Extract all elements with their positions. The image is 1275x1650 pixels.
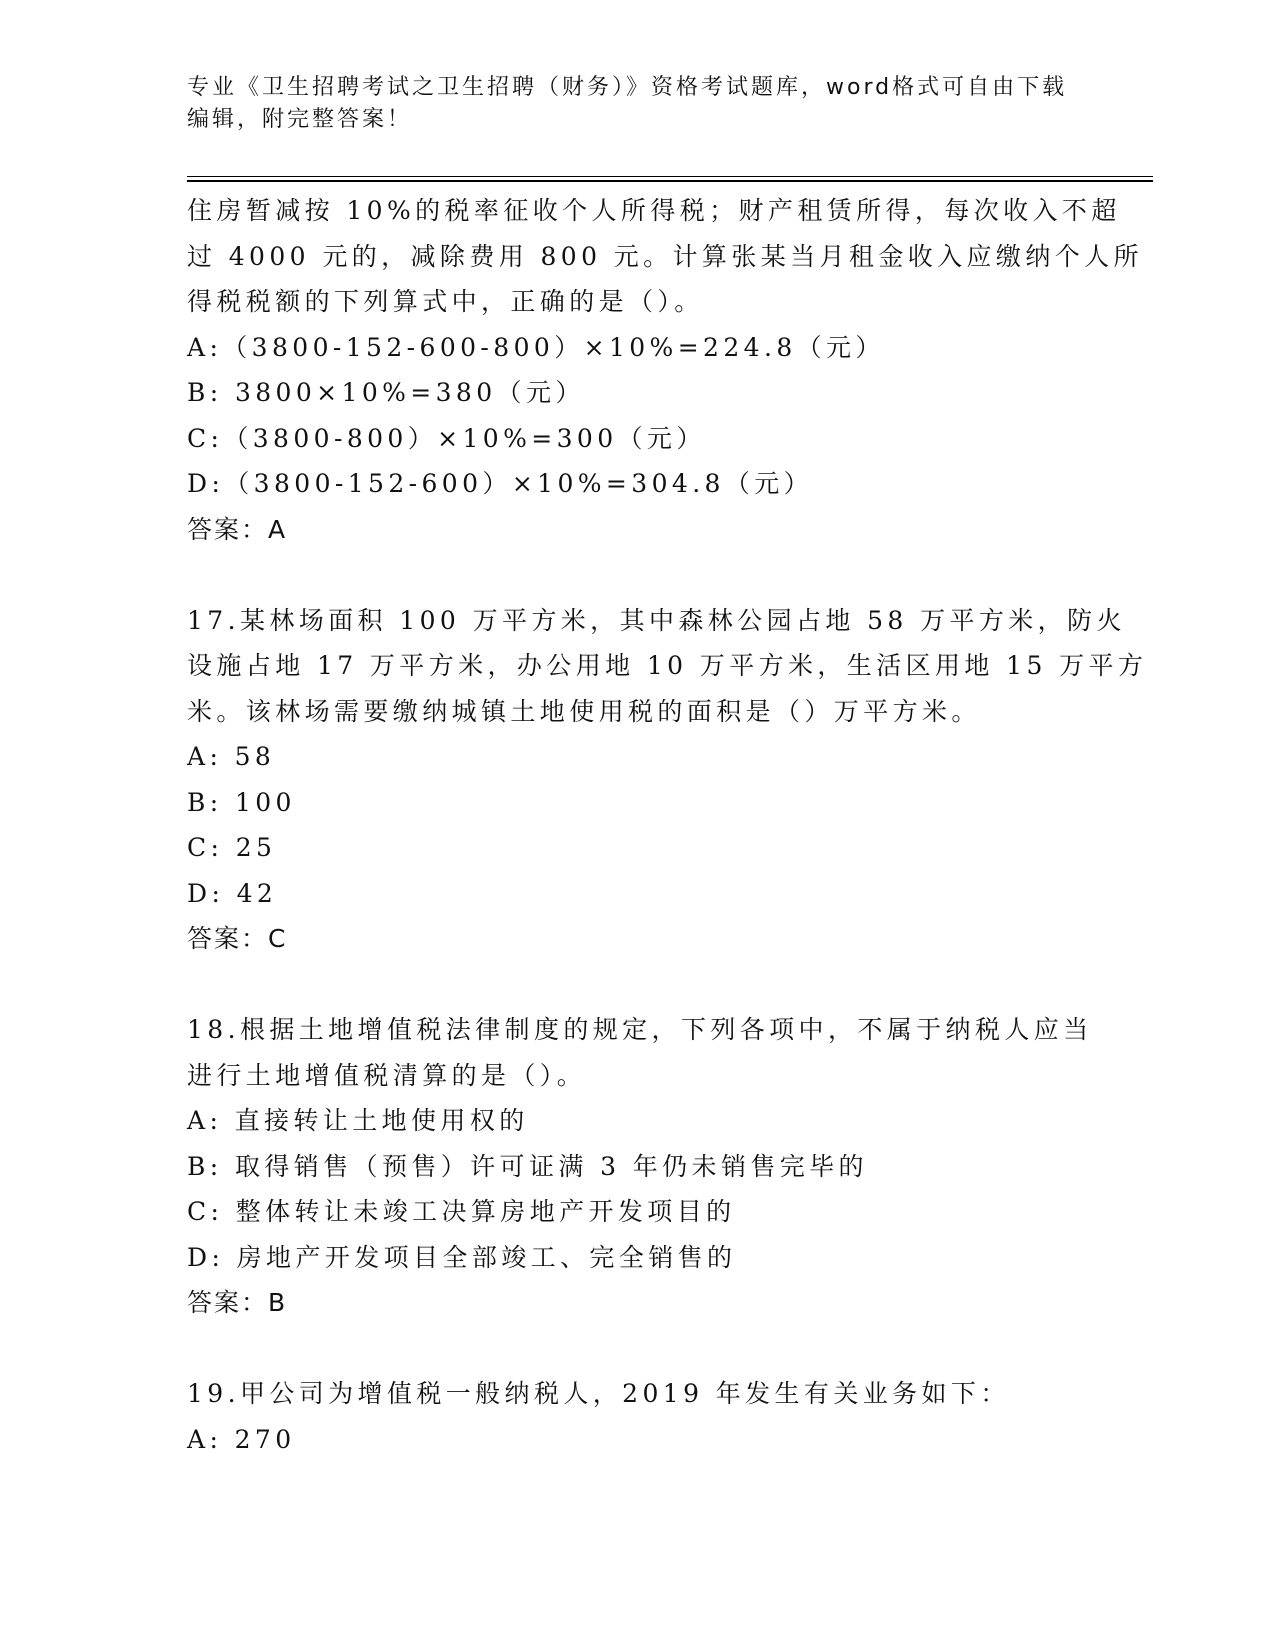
header-line-2: 编辑，附完整答案！: [187, 107, 413, 132]
option-c: C: 25: [187, 833, 277, 862]
question-stem-line: 设施占地 17 万平方米，办公用地 10 万平方米，生活区用地 15 万平方: [187, 651, 1148, 680]
spacer: [187, 1326, 1077, 1372]
question-stem-line: 过 4000 元的，减除费用 800 元。计算张某当月租金收入应缴纳个人所: [187, 241, 1143, 271]
question-19: [187, 1371, 1077, 1462]
document-header: [187, 72, 1087, 136]
option-a: A: 270: [187, 1424, 296, 1454]
question-stem-line: 住房暂减按 10%的税率征收个人所得税；财产租赁所得，每次收入不超: [187, 196, 1121, 225]
question-stem-line: 得税税额的下列算式中，正确的是（）。: [187, 287, 704, 316]
option-a: A: 直接转让土地使用权的: [187, 1106, 529, 1135]
answer-line: 答案：A: [187, 514, 288, 544]
header-rule-thin: [187, 176, 1153, 177]
option-a: A:（3800-152-600-800）×10%=224.8（元）: [187, 332, 885, 362]
spacer: [187, 962, 1077, 1008]
answer-line: 答案：B: [187, 1288, 288, 1317]
option-c: C:（3800-800）×10%=300（元）: [187, 423, 706, 453]
question-stem-line: 17.某林场面积 100 万平方米，其中森林公园占地 58 万平方米，防火: [187, 605, 1126, 635]
option-d: D: 42: [187, 878, 278, 908]
question-stem-line: 18.根据土地增值税法律制度的规定，下列各项中，不属于纳税人应当: [187, 1015, 1093, 1044]
question-stem-line: 进行土地增值税清算的是（）。: [187, 1060, 587, 1090]
option-d: D:（3800-152-600）×10%=304.8（元）: [187, 469, 814, 498]
question-16: [187, 188, 1143, 552]
option-c: C: 整体转让未竣工决算房地产开发项目的: [187, 1197, 736, 1226]
option-a: A: 58: [187, 742, 276, 771]
spacer: [187, 552, 1077, 598]
option-b: B: 3800×10%=380（元）: [187, 378, 585, 407]
header-rule-thick: [187, 180, 1153, 182]
header-line-1: 专业《卫生招聘考试之卫生招聘（财务）》资格考试题库，word格式可自由下载: [187, 75, 1068, 100]
option-d: D: 房地产开发项目全部竣工、完全销售的: [187, 1242, 737, 1272]
question-17: [187, 598, 1148, 962]
question-stem-line: 19.甲公司为增值税一般纳税人，2019 年发生有关业务如下：: [187, 1379, 1010, 1408]
option-b: B: 取得销售（预售）许可证满 3 年仍未销售完毕的: [187, 1151, 868, 1181]
answer-line: 答案：C: [187, 924, 288, 953]
option-b: B: 100: [187, 787, 296, 817]
question-18: [187, 1007, 1093, 1326]
question-stem-line: 米。该林场需要缴纳城镇土地使用税的面积是（）万平方米。: [187, 696, 981, 726]
question-content: [187, 188, 1148, 1462]
